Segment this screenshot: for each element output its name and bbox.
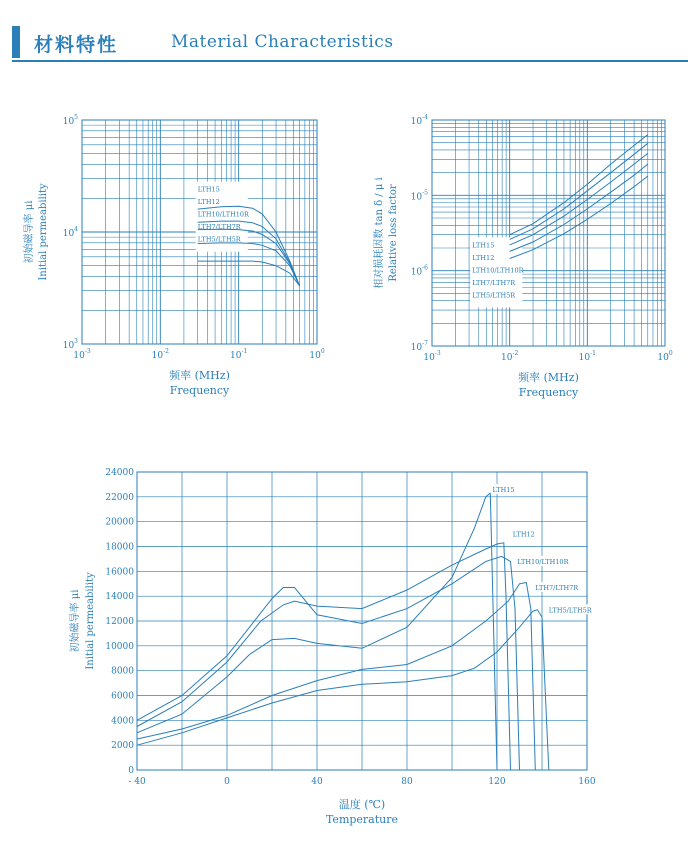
chart-1-y-tick: $10^4$ bbox=[62, 226, 78, 239]
chart-1-legend-lth10-lth10r: LTH10/LTH10R bbox=[197, 210, 249, 219]
chart-3-label-lth5-lth5r: LTH5/LTH5R bbox=[548, 606, 592, 615]
chart-1-x-tick: $10^0$ bbox=[309, 348, 325, 361]
chart-3-series-lth5-lth5r bbox=[137, 610, 549, 770]
chart-3-x-tick: 80 bbox=[401, 777, 413, 787]
chart-3-series-lth12 bbox=[137, 543, 511, 770]
chart-3-y-tick: 8000 bbox=[111, 666, 134, 677]
chart-2-x-tick: $10^0$ bbox=[657, 350, 673, 363]
chart-3-y-tick: 10000 bbox=[105, 641, 134, 652]
chart-3-y-tick: 0 bbox=[128, 766, 134, 776]
chart-2-legend-lth5-lth5r: LTH5/LTH5R bbox=[472, 291, 516, 300]
chart-3-y-tick: 2000 bbox=[111, 741, 134, 752]
chart-1-x-tick: $10^{-3}$ bbox=[73, 348, 91, 361]
chart-3-label-lth7-lth7r: LTH7/LTH7R bbox=[535, 583, 579, 592]
chart-3-x-tick: 40 bbox=[311, 777, 323, 787]
chart-1-legend-lth12: LTH12 bbox=[197, 198, 220, 207]
chart-3-y-tick: 12000 bbox=[105, 617, 134, 627]
chart-2-y-tick: $10^{-4}$ bbox=[410, 114, 428, 127]
chart-2-x-tick: $10^{-1}$ bbox=[578, 350, 596, 363]
chart-2-series-lth10-lth10r bbox=[510, 153, 648, 245]
chart-2-legend-lth12: LTH12 bbox=[472, 253, 495, 262]
chart-2-y-tick: $10^{-6}$ bbox=[410, 264, 428, 278]
chart-3-xlabel-cn: 温度 (℃) bbox=[338, 798, 386, 811]
chart-1-y-tick: $10^5$ bbox=[62, 114, 78, 127]
chart-3-series-lth7-lth7r bbox=[137, 583, 535, 771]
chart-3-ylabel-cn: 初始磁导率 μi bbox=[70, 589, 81, 653]
chart-3-y-tick: 20000 bbox=[105, 517, 134, 528]
chart-2-series-lth5-lth5r bbox=[510, 176, 648, 258]
chart-3-y-tick: 16000 bbox=[105, 567, 134, 578]
chart-1-series-lth5-lth5r bbox=[198, 261, 300, 286]
chart-3-y-tick: 6000 bbox=[111, 691, 134, 702]
chart-2-series-lth7-lth7r bbox=[510, 164, 648, 251]
chart-1-xlabel-cn: 频率 (MHz) bbox=[169, 369, 230, 382]
chart-1-legend-lth7-lth7r: LTH7/LTH7R bbox=[197, 223, 241, 232]
chart-2-legend-lth7-lth7r: LTH7/LTH7R bbox=[472, 278, 516, 287]
page-title-cn: 材料特性 bbox=[34, 34, 119, 56]
chart-3-label-lth10-lth10r: LTH10/LTH10R bbox=[517, 557, 569, 566]
chart-2-y-tick: $10^{-7}$ bbox=[410, 340, 428, 353]
chart-2-y-tick: $10^{-5}$ bbox=[410, 189, 428, 203]
chart-3-x-tick: - 40 bbox=[128, 777, 146, 787]
chart-1-y-tick: $10^3$ bbox=[62, 338, 78, 351]
chart-1-ylabel-en: Initial permeability bbox=[38, 183, 49, 281]
chart-2-ylabel-en: Relative loss factor bbox=[388, 184, 399, 282]
chart-3-label-lth12: LTH12 bbox=[512, 530, 535, 539]
chart-2-ylabel-cn: 相对损耗因数 tan δ / μ i bbox=[374, 177, 385, 289]
chart-3-y-tick: 18000 bbox=[105, 542, 134, 553]
chart-3-y-tick: 24000 bbox=[105, 468, 134, 478]
chart-2-legend-lth15: LTH15 bbox=[472, 241, 495, 250]
chart-1-ylabel-cn: 初始磁导率 μi bbox=[24, 200, 35, 264]
chart-3-xlabel-en: Temperature bbox=[325, 813, 399, 826]
chart-1-x-tick: $10^{-2}$ bbox=[151, 348, 169, 361]
chart-3-x-tick: 160 bbox=[578, 777, 596, 787]
chart-2-xlabel-cn: 频率 (MHz) bbox=[518, 371, 579, 384]
chart-3-y-tick: 4000 bbox=[111, 716, 134, 727]
chart-2-x-tick: $10^{-3}$ bbox=[423, 350, 441, 363]
chart-2-x-tick: $10^{-2}$ bbox=[501, 350, 519, 363]
chart-1-legend-lth15: LTH15 bbox=[197, 185, 220, 194]
chart-3-y-tick: 22000 bbox=[105, 492, 134, 503]
chart-3-series-lth10-lth10r bbox=[137, 556, 520, 770]
chart-3-x-tick: 0 bbox=[224, 777, 230, 787]
page-title-en: Material Characteristics bbox=[171, 32, 394, 52]
chart-3-label-lth15: LTH15 bbox=[492, 485, 515, 494]
chart-1-xlabel-en: Frequency bbox=[169, 384, 230, 397]
chart-1-legend-lth5-lth5r: LTH5/LTH5R bbox=[197, 235, 241, 244]
chart-2-legend-lth10-lth10r: LTH10/LTH10R bbox=[472, 266, 524, 275]
chart-1-x-tick: $10^{-1}$ bbox=[230, 348, 248, 361]
chart-2-xlabel-en: Frequency bbox=[518, 386, 579, 399]
chart-3-ylabel-en: Initial permeability bbox=[85, 572, 96, 670]
chart-2-series-lth15 bbox=[510, 135, 648, 235]
chart-3-y-tick: 14000 bbox=[105, 592, 134, 603]
chart-3-x-tick: 120 bbox=[488, 777, 506, 787]
